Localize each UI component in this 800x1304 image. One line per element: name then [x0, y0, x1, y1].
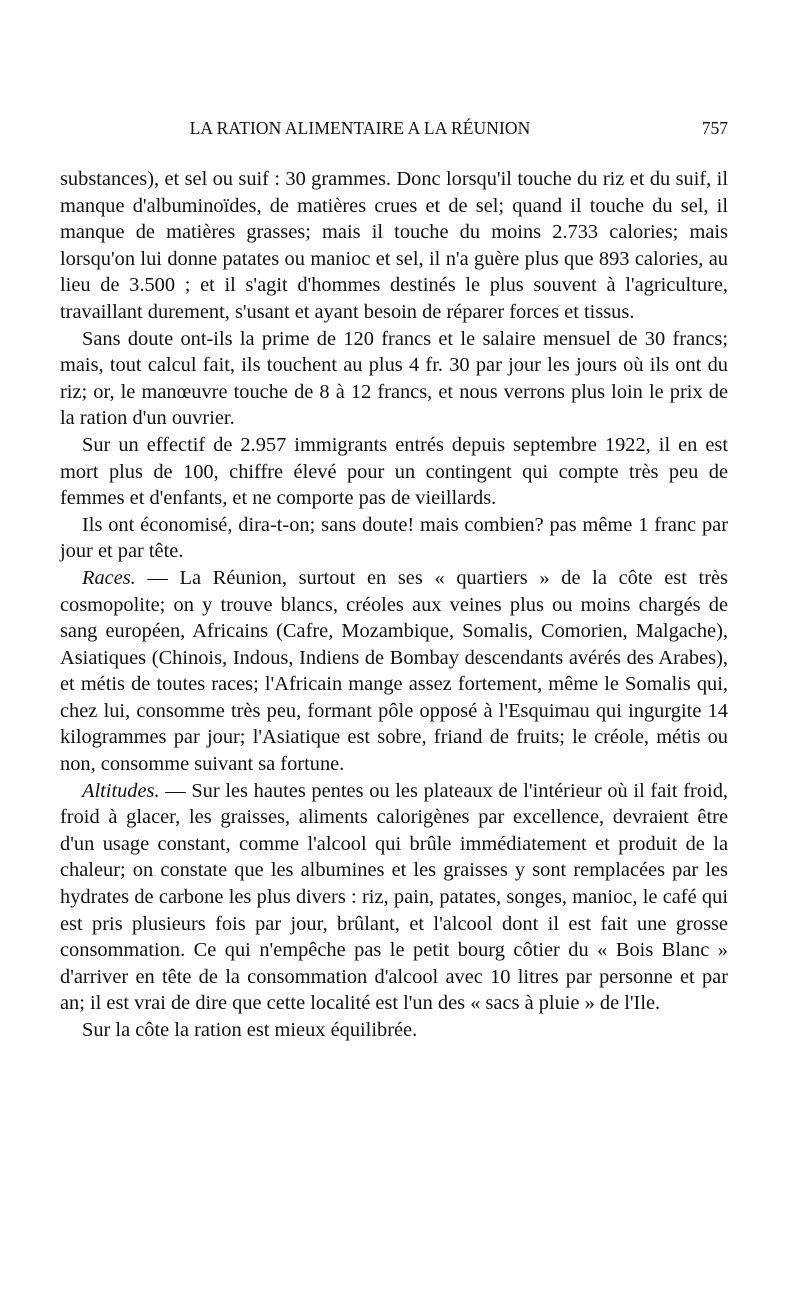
- document-page: [60, 0, 728, 1304]
- paragraph-text: Sur la côte la ration est mieux équilibrée.: [82, 1019, 418, 1041]
- paragraph-text: Ils ont économisé, dira-t-on; sans doute! mais combien? pas même 1 franc par jour et par tête.: [60, 513, 728, 563]
- paragraph-prime-salary: [60, 326, 728, 432]
- paragraph-races: [60, 565, 728, 778]
- section-lead-altitudes: Altitudes.: [82, 779, 160, 802]
- paragraph-text: Sur un effectif de 2.957 immigrants entrés depuis septembre 1922, il en est mort plus de 100, chiffre élevé pour un contingent qui compte très peu de femmes et d'enfants, et ne comporte pas de vieillards.: [60, 433, 728, 510]
- paragraph-coast: [60, 1017, 728, 1044]
- section-lead-races: Races.: [82, 566, 136, 589]
- page-header: [60, 118, 728, 142]
- paragraph-altitudes: [60, 778, 728, 1017]
- paragraph-savings: [60, 512, 728, 565]
- page-number: 757: [701, 118, 728, 138]
- paragraph-continuation: [60, 166, 728, 326]
- paragraph-text: — Sur les hautes pentes ou les plateaux de l'intérieur où il fait froid, froid à glacer, les graisses, aliments calorigènes par excellence, devraient être d'un usage constant, comme l'alcool qui brûle immédiatement et produit de la chaleur; on constate que les albumines et les graisses y sont remplacées par les hydrates de carbone les plus divers : riz, pain, patates, songes, manioc, le café qui est pris plusieurs fois par jour, brûlant, et l'alcool dont il est fait une grosse consommation. Ce qui n'empêche pas le petit bourg côtier du « Bois Blanc » d'arriver en tête de la consommation d'alcool avec 10 litres par personne et par an; il est vrai de dire que cette localité est l'un des « sacs à pluie » de l'Ile.: [60, 779, 728, 1015]
- paragraph-text: — La Réunion, surtout en ses « quartiers » de la côte est très cosmopolite; on y trouve blancs, créoles aux veines plus ou moins chargés de sang européen, Africains (Cafre, Mozambique, Somalis, Comorien, Malgache), Asiatiques (Chinois, Indous, Indiens de Bombay descendants avérés des Arabes), et métis de toutes races; l'Africain mange assez fortement, même le Somalis qui, chez lui, consomme très peu, formant pôle opposé à l'Esquimau qui ingurgite 14 kilogrammes par jour; l'Asiatique est sobre, friand de fruits; le créole, métis ou non, consomme suivant sa fortune.: [60, 566, 728, 776]
- running-title: LA RATION ALIMENTAIRE A LA RÉUNION: [189, 118, 531, 138]
- paragraph-immigrants: [60, 432, 728, 512]
- body-text: [60, 166, 728, 1044]
- paragraph-text: Sans doute ont-ils la prime de 120 francs et le salaire mensuel de 30 francs; mais, tout calcul fait, ils touchent au plus 4 fr. 30 par jour les jours où ils ont du riz; or, le manœuvre touche de 8 à 12 francs, et nous verrons plus loin le prix de la ration d'un ouvrier.: [60, 327, 728, 430]
- paragraph-text: substances), et sel ou suif : 30 grammes. Donc lorsqu'il touche du riz et du suif, il manque d'albuminoïdes, de matières crues et de sel; quand il touche du sel, il manque de matières grasses; mais il touche du moins 2.733 calories; mais lorsqu'on lui donne patates ou manioc et sel, il n'a guère plus que 893 calories, au lieu de 3.500 ; et il s'agit d'hommes destinés le plus souvent à l'agriculture, travaillant durement, s'usant et ayant besoin de réparer forces et tissus.: [60, 168, 728, 323]
